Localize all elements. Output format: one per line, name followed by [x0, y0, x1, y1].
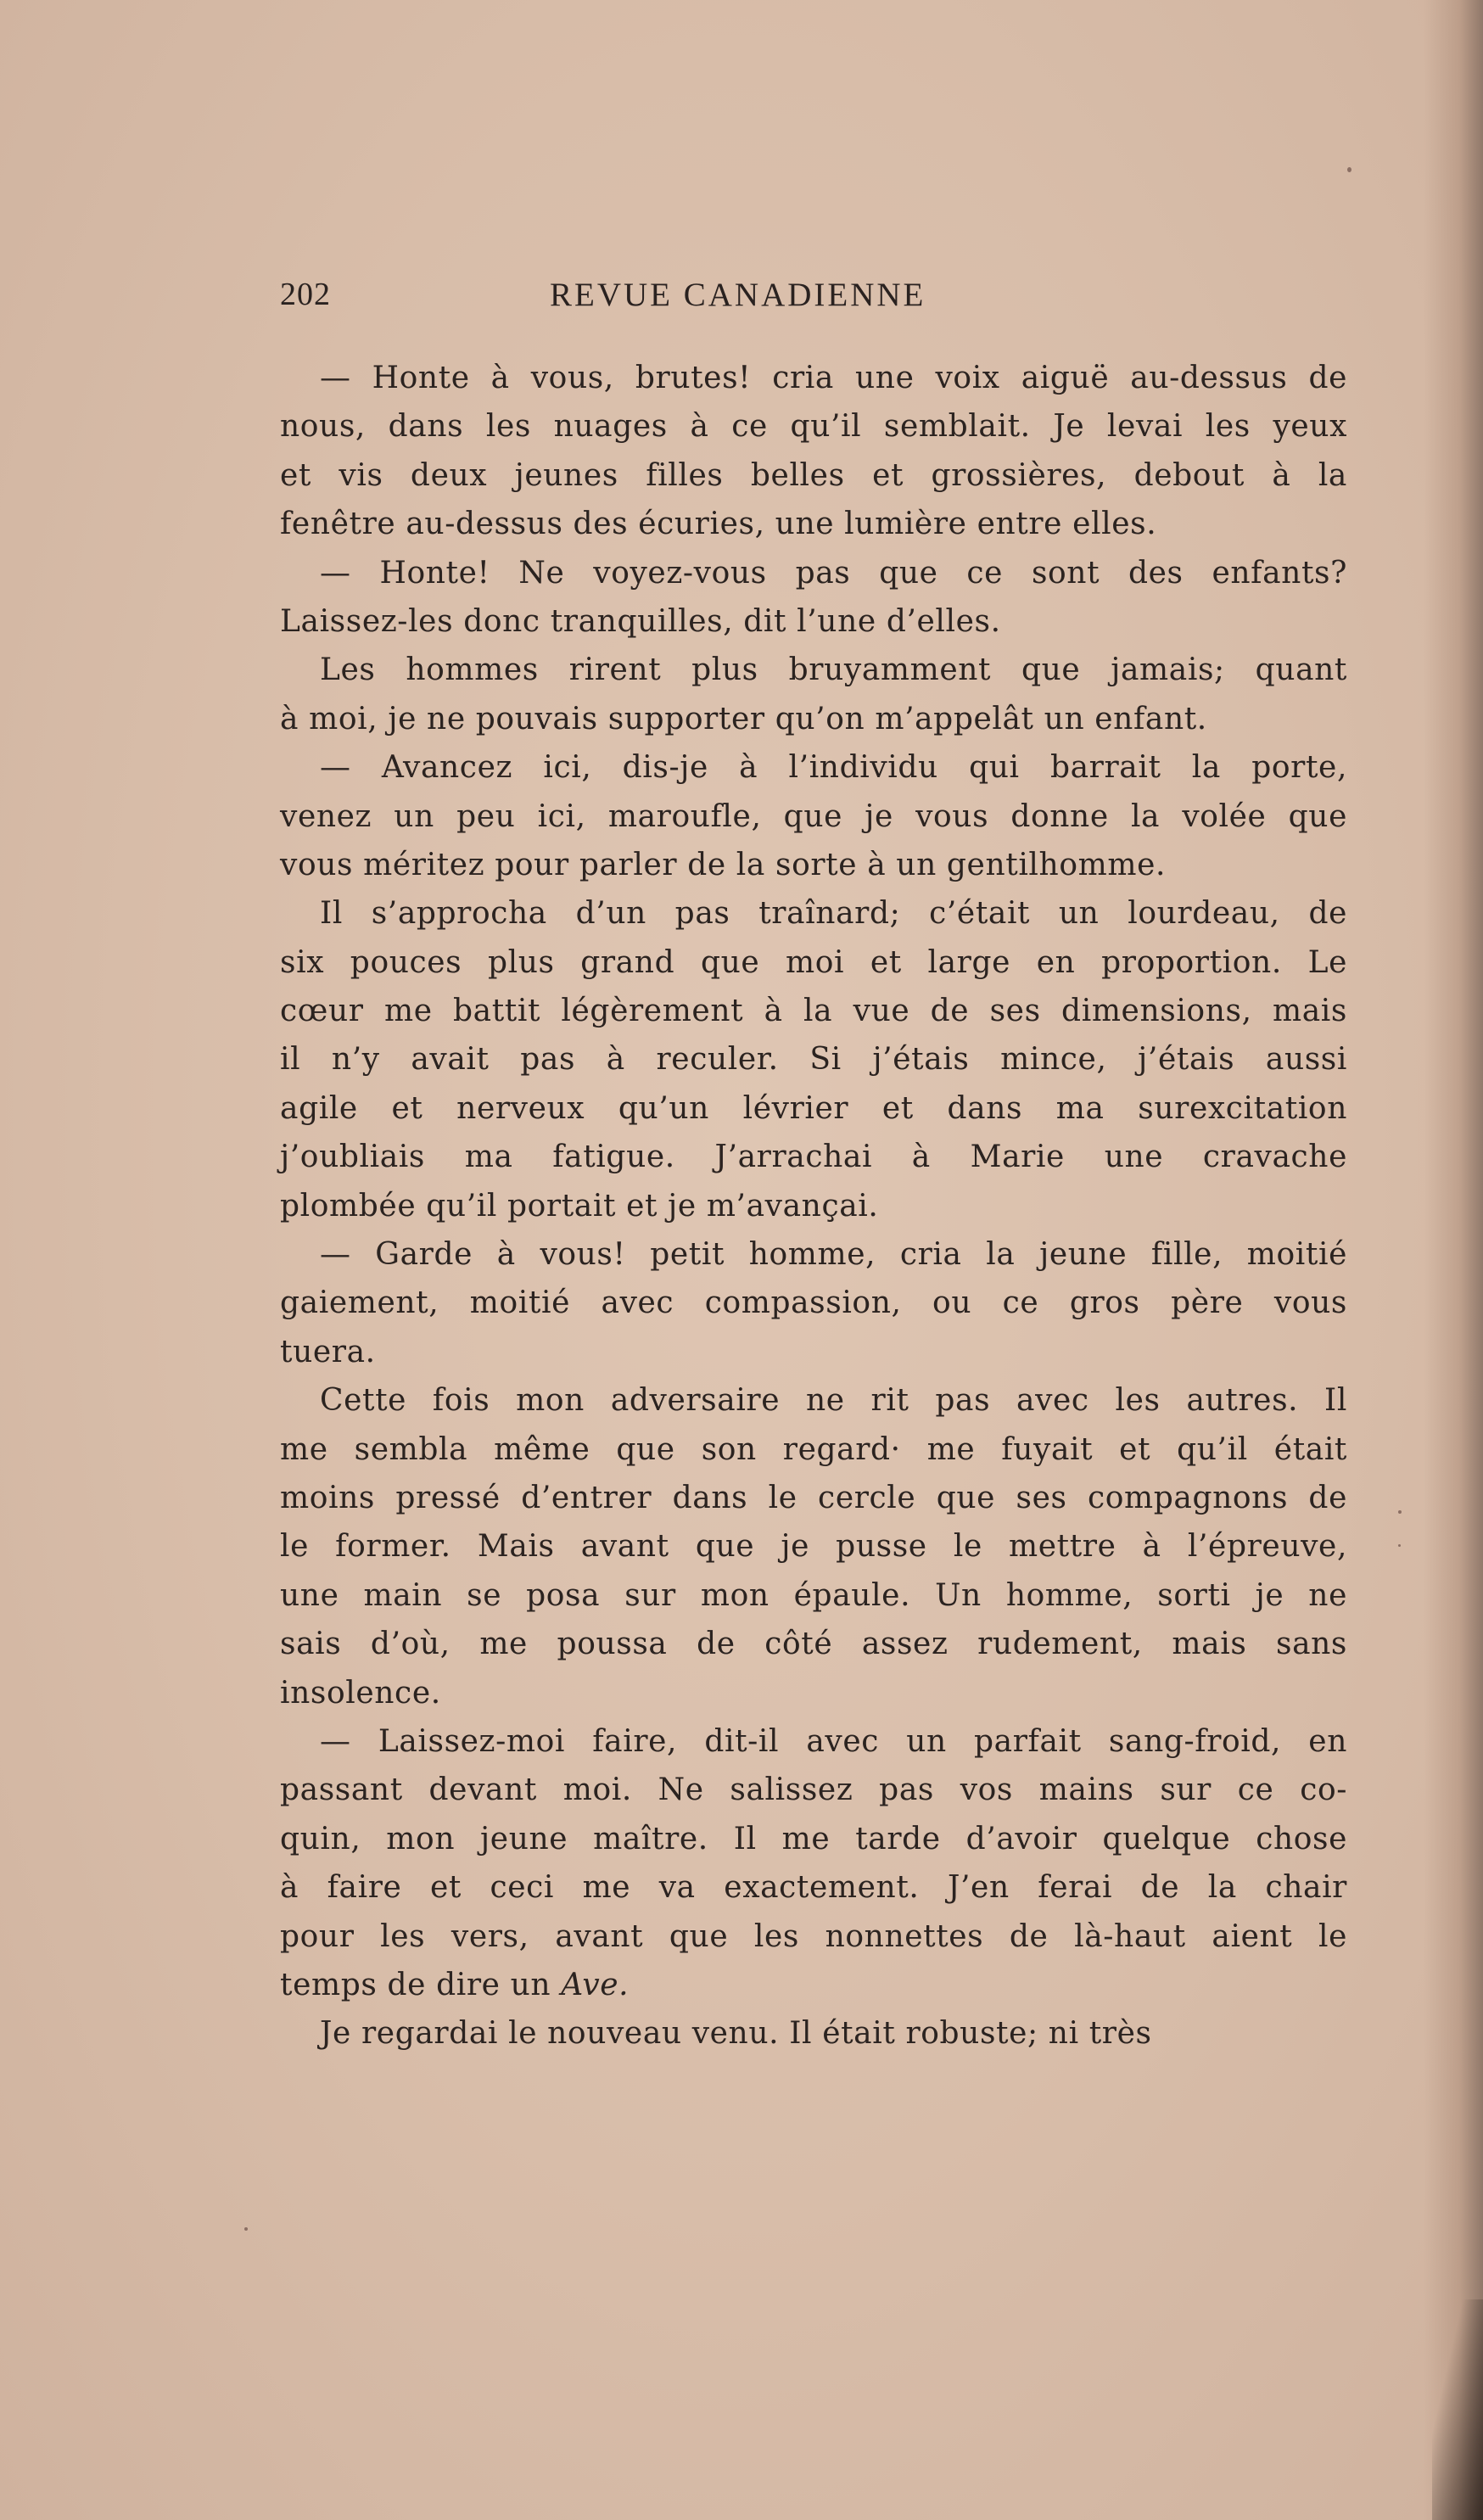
text-line: quin, mon jeune maître. Il me tarde d’avoir quelque chose [280, 1821, 1347, 1856]
text-line: Il s’approcha d’un pas traînard; c’était un lourdeau, de [320, 896, 1347, 932]
text-line: fenêtre au-dessus des écuries, une lumière entre elles. [280, 507, 1157, 542]
page-header [280, 276, 1345, 318]
text-line: me sembla même que son regard· me fuyait et qu’il était [280, 1431, 1347, 1467]
text-line: nous, dans les nuages à ce qu’il semblait. Je levai les yeux [280, 409, 1347, 445]
text-line: sais d’où, me poussa de côté assez rudement, mais sans [280, 1627, 1347, 1662]
text-line: cœur me battit légèrement à la vue de ses dimensions, mais [280, 994, 1347, 1029]
text-line: Laissez-les donc tranquilles, dit l’une d’elles. [280, 603, 1001, 639]
text-line: agile et nerveux qu’un lévrier et dans ma surexcitation [280, 1090, 1347, 1126]
text-line: et vis deux jeunes filles belles et grossières, debout à la [280, 457, 1347, 493]
text-line: Les hommes rirent plus bruyamment que jamais; quant [320, 652, 1347, 688]
paragraph [280, 354, 1347, 549]
text-line: — Honte à vous, brutes! cria une voix aiguë au-dessus de [320, 361, 1347, 395]
text-line: — Laissez-moi faire, dit-il avec un parfait sang-froid, en [320, 1723, 1347, 1759]
text-line: insolence. [280, 1675, 441, 1711]
text-line: Je regardai le nouveau venu. Il était robuste; ni très [320, 2016, 1152, 2052]
text-line: passant devant moi. Ne salissez pas vos mains sur ce co- [280, 1772, 1347, 1808]
running-title: REVUE CANADIENNE [550, 277, 926, 313]
text-line: j’oubliais ma fatigue. J’arrachai à Marie une cravache [280, 1140, 1347, 1175]
paper-speck [244, 2227, 248, 2231]
text-line: temps de dire un Ave. [280, 1967, 630, 2002]
paper-speck [1347, 167, 1351, 172]
paragraph [280, 743, 1347, 889]
text-line: — Garde à vous! petit homme, cria la jeune fille, moitié [320, 1237, 1347, 1273]
text-line: le former. Mais avant que je pusse le mettre à l’épreuve, [280, 1529, 1347, 1565]
page-edge-shadow [1424, 0, 1483, 2520]
italic-word: Ave. [561, 1967, 630, 2002]
text-line: moins pressé d’entrer dans le cercle que ses compagnons de [280, 1480, 1347, 1515]
text-line: gaiement, moitié avec compassion, ou ce gros père vous [280, 1285, 1347, 1321]
page-number: 202 [280, 277, 331, 312]
text-line: Cette fois mon adversaire ne rit pas avec les autres. Il [320, 1383, 1347, 1419]
paragraph [280, 646, 1347, 743]
text-line: six pouces plus grand que moi et large en proportion. Le [280, 944, 1347, 980]
text-line: venez un peu ici, maroufle, que je vous donne la volée que [280, 798, 1347, 834]
text-line: — Avancez ici, dis-je à l’individu qui barrait la porte, [320, 750, 1347, 786]
text-line: à faire et ceci me va exactement. J’en ferai de la chair [280, 1870, 1347, 1906]
text-line: il n’y avait pas à reculer. Si j’étais mince, j’étais aussi [280, 1042, 1347, 1078]
text-line: vous méritez pour parler de la sorte à un gentilhomme. [280, 847, 1167, 882]
paragraph [280, 1376, 1347, 1717]
paper-speck [1398, 1544, 1401, 1547]
body-text [280, 354, 1347, 2058]
page-corner-shadow [1432, 2299, 1483, 2520]
text-line: à moi, je ne pouvais supporter qu’on m’appelât un enfant. [280, 701, 1207, 736]
paper-speck [1398, 1510, 1402, 1514]
text-line: — Honte! Ne voyez-vous pas que ce sont des enfants? [320, 555, 1347, 591]
text-line: une main se posa sur mon épaule. Un homme, sorti je ne [280, 1577, 1347, 1613]
paragraph [280, 1717, 1347, 2009]
text-line: pour les vers, avant que les nonnettes de là-haut aient le [280, 1918, 1347, 1954]
text-line: plombée qu’il portait et je m’avançai. [280, 1188, 879, 1224]
paragraph [280, 889, 1347, 1230]
paragraph [280, 1230, 1347, 1376]
paragraph [280, 2009, 1347, 2058]
text-line: tuera. [280, 1334, 376, 1369]
paragraph [280, 549, 1347, 647]
